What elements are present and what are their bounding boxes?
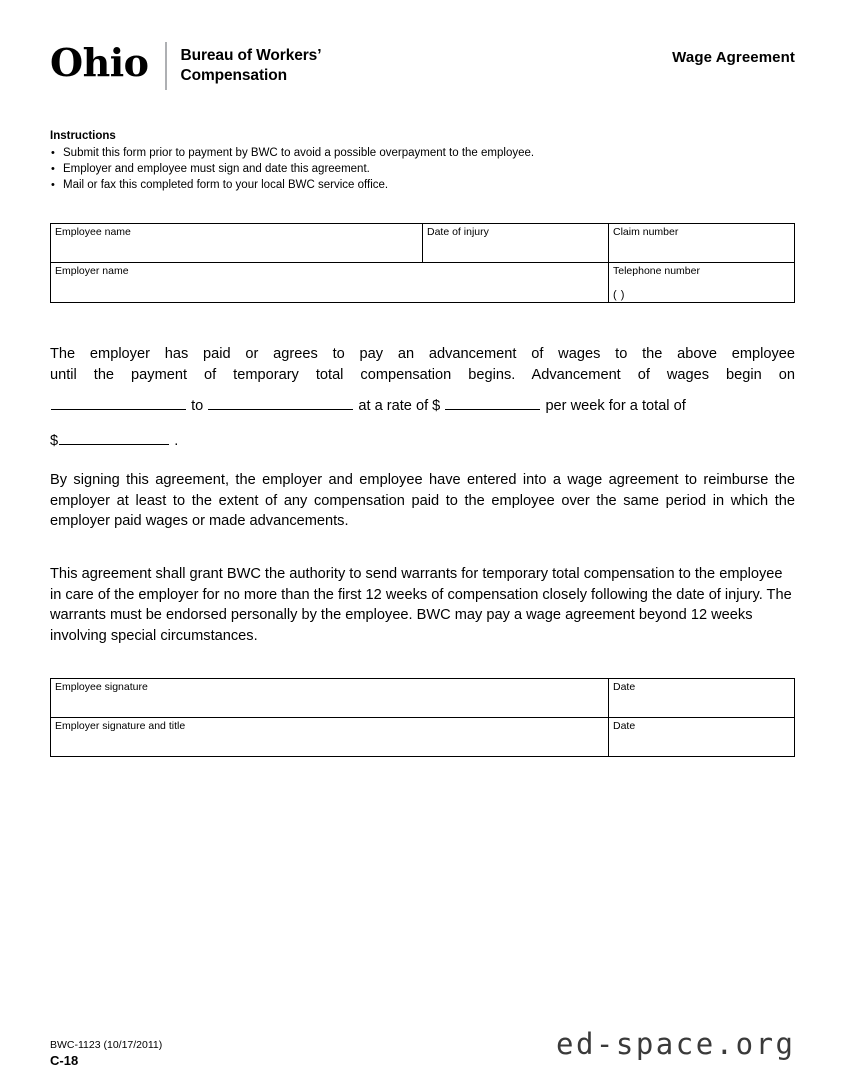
employee-signature-field[interactable]: [51, 679, 609, 718]
warrants-paragraph: This agreement shall grant BWC the authority to send warrants for temporary total compensation to the employee in care of the employer for no more than the first 12 weeks of compensation closely following the date of injury. The warrants must be endorsed personally by the employee. BWC may pay a wage agreement beyond 12 weeks involving special circumstances.: [50, 566, 792, 644]
employer-name-field[interactable]: [51, 263, 609, 303]
logo-subtitle-line1: Bureau of Workers’: [180, 47, 322, 64]
employer-date-label: Date: [613, 720, 636, 732]
form-number: C-18: [50, 1053, 79, 1068]
employer-date-field[interactable]: [609, 718, 795, 757]
logo-subtitle: [167, 46, 322, 85]
advancement-paragraph: [50, 344, 795, 455]
instructions-list: [50, 145, 750, 193]
employee-name-label: Employee name: [55, 226, 131, 238]
employer-signature-field[interactable]: [51, 718, 609, 757]
page-header: [50, 38, 795, 100]
employee-date-label: Date: [613, 681, 636, 693]
date-of-injury-label: Date of injury: [427, 226, 489, 238]
table-row: [51, 679, 795, 718]
telephone-number-field[interactable]: [609, 263, 795, 303]
bullet-icon: •: [51, 146, 55, 159]
instruction-text: Submit this form prior to payment by BWC to avoid a possible overpayment to the employee.: [63, 147, 535, 159]
instructions-section: [50, 129, 750, 193]
list-item: [50, 177, 750, 193]
advancement-fill-line-2: [50, 428, 795, 455]
fill-label-per-week: per week for a total of: [545, 398, 686, 414]
employee-signature-label: Employee signature: [55, 681, 148, 693]
reimbursement-paragraph: By signing this agreement, the employer and employee have entered into a wage agreement to reimburse the employer at least to the extent of any compensation paid to the employee over the same period in which the employer paid wages or made advancements.: [50, 472, 795, 529]
telephone-number-label: Telephone number: [613, 265, 700, 277]
fill-label-to: to: [191, 398, 204, 414]
advancement-line-2: until the payment of temporary total compensation begins. Advancement of wages begin on: [50, 366, 795, 383]
logo-subtitle-line2: Compensation: [180, 66, 287, 84]
page-title: Wage Agreement: [672, 49, 795, 66]
employee-name-field[interactable]: [51, 224, 423, 263]
employer-signature-label: Employer signature and title: [55, 720, 186, 732]
instruction-text: Mail or fax this completed form to your local BWC service office.: [63, 179, 389, 191]
fill-label-dollar: $: [50, 433, 59, 449]
bwc-logo: [50, 38, 321, 90]
fill-label-period: .: [174, 433, 179, 449]
page-footer: [50, 1038, 162, 1069]
total-amount-blank[interactable]: [59, 429, 169, 445]
claimant-info-table: [50, 223, 795, 303]
table-row: [51, 718, 795, 757]
bullet-icon: •: [51, 178, 55, 191]
claim-number-label: Claim number: [613, 226, 679, 238]
list-item: [50, 145, 750, 161]
claim-number-field[interactable]: [609, 224, 795, 263]
instructions-heading: Instructions: [50, 130, 116, 142]
employer-name-label: Employer name: [55, 265, 129, 277]
table-row: [51, 224, 795, 263]
date-of-injury-field[interactable]: [423, 224, 609, 263]
end-date-blank[interactable]: [208, 394, 353, 410]
list-item: [50, 161, 750, 177]
bullet-icon: •: [51, 162, 55, 175]
table-row: [51, 263, 795, 303]
telephone-area-code-parens: ( ): [613, 289, 625, 301]
advancement-fill-line-1: [50, 393, 795, 420]
weekly-rate-blank[interactable]: [445, 394, 540, 410]
form-revision-code: BWC-1123 (10/17/2011): [50, 1039, 163, 1051]
instruction-text: Employer and employee must sign and date this agreement.: [63, 163, 370, 175]
employee-date-field[interactable]: [609, 679, 795, 718]
signature-table: [50, 678, 795, 757]
fill-label-rate: at a rate of $: [358, 398, 441, 414]
advancement-line-1: The employer has paid or agrees to pay an advancement of wages to the above employee: [50, 346, 795, 362]
ohio-wordmark: Ohio: [50, 40, 149, 85]
start-date-blank[interactable]: [51, 394, 186, 410]
watermark: ed-space.org: [556, 1027, 796, 1061]
